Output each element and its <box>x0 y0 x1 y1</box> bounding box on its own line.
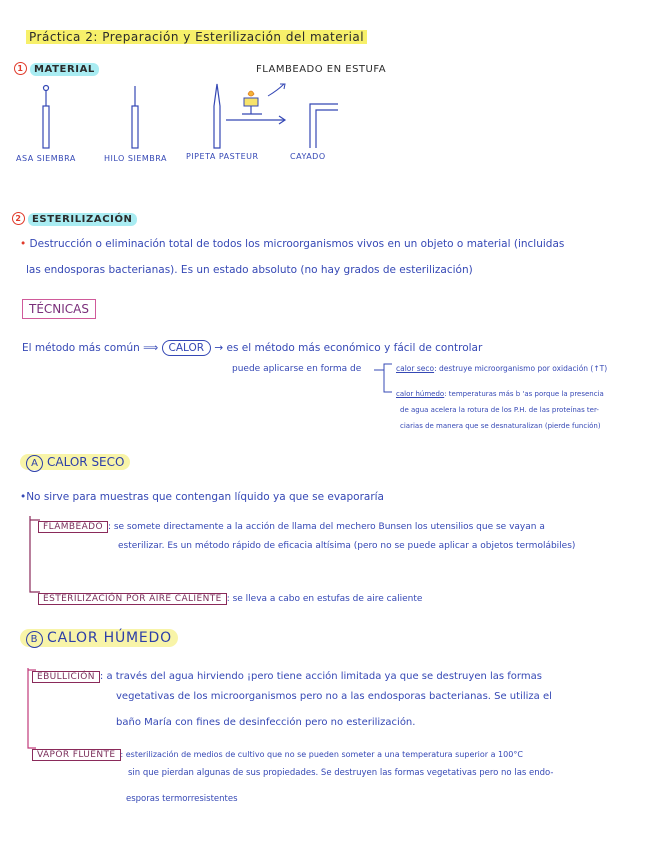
section-calor-humedo-heading: B CALOR HÚMEDO <box>20 630 178 648</box>
flambeado-line: esterilizar. Es un método rápido de eficacia altísima (pero no se puede aplicar a objetos termolábiles) <box>118 541 576 551</box>
forms-bracket <box>372 358 396 398</box>
flambeado-line: FLAMBEADO : se somete directamente a la acción de llama del mechero Bunsen los utensilios que se vayan a <box>38 514 545 533</box>
pipeta-pasteur-icon <box>214 84 220 148</box>
vapor-fluente-line: sin que pierdan algunas de sus propiedades. Se destruyen las formas vegetativas pero no las endo- <box>128 768 554 778</box>
definition-line: • Destrucción o eliminación total de todos los microorganismos vivos en un objeto o material (incluidas <box>20 238 565 250</box>
section-calor-seco-heading: A CALOR SECO <box>20 455 130 472</box>
metodo-line: El método más común ⟹ CALOR → es el método más económico y fácil de controlar <box>22 342 483 354</box>
ebullicion-line: vegetativas de los microorganismos pero no a las endosporas bacterianas. Se utiliza el <box>116 691 552 702</box>
instrument-label: ASA SIEMBRA <box>16 154 76 163</box>
hilo-siembra-icon <box>132 86 138 148</box>
ebullicion-line: EBULLICIÓN : a través del agua hirviendo ¡pero tiene acción limitada ya que se destruyen las formas <box>32 664 542 683</box>
aplicarse-text: puede aplicarse en forma de <box>232 364 362 374</box>
seco-note: •No sirve para muestras que contengan líquido ya que se evaporaría <box>20 491 384 503</box>
instrument-label: HILO SIEMBRA <box>104 154 167 163</box>
section-esterilizacion-heading: 2 ESTERILIZACIÓN <box>12 212 137 225</box>
instruments-drawing <box>0 80 360 160</box>
flambeado-estufa-label: FLAMBEADO EN ESTUFA <box>256 64 387 75</box>
vapor-fluente-line: VAPOR FLUENTE : esterilización de medios de cultivo que no se pueden someter a una temperatura superior a 100°C <box>32 742 523 761</box>
asa-siembra-icon <box>43 86 49 149</box>
ebullicion-line: baño María con fines de desinfección pero no esterilización. <box>116 717 416 728</box>
page-title: Práctica 2: Preparación y Esterilización del material <box>26 30 367 44</box>
vapor-fluente-line: esporas termorresistentes <box>126 794 238 804</box>
definition-line: las endosporas bacterianas). Es un estado absoluto (no hay grados de esterilización) <box>26 264 473 276</box>
calor-humedo-line: calor húmedo: temperaturas más b 'as porque la presencia <box>396 390 604 398</box>
section-number: 2 <box>12 212 25 225</box>
calor-oval: CALOR <box>162 340 212 356</box>
calor-seco-line: calor seco: destruye microorganismo por oxidación (↑T) <box>396 364 608 373</box>
aire-caliente-line: ESTERILIZACIÓN POR AIRE CALIENTE : se lleva a cabo en estufas de aire caliente <box>38 586 422 605</box>
section-material-heading: 1 MATERIAL <box>14 62 99 75</box>
cayado-icon <box>310 104 338 148</box>
tecnicas-box: TÉCNICAS <box>22 302 96 316</box>
arrow-icon <box>226 116 285 124</box>
flame-burner-icon <box>242 84 285 114</box>
calor-humedo-line: ciarias de manera que se desnaturalizan (pierde función) <box>400 422 601 430</box>
instrument-label: CAYADO <box>290 152 326 161</box>
instrument-label: PIPETA PASTEUR <box>186 152 259 161</box>
section-number: 1 <box>14 62 27 75</box>
calor-humedo-line: de agua acelera la rotura de los P.H. de las proteínas ter- <box>400 406 599 414</box>
